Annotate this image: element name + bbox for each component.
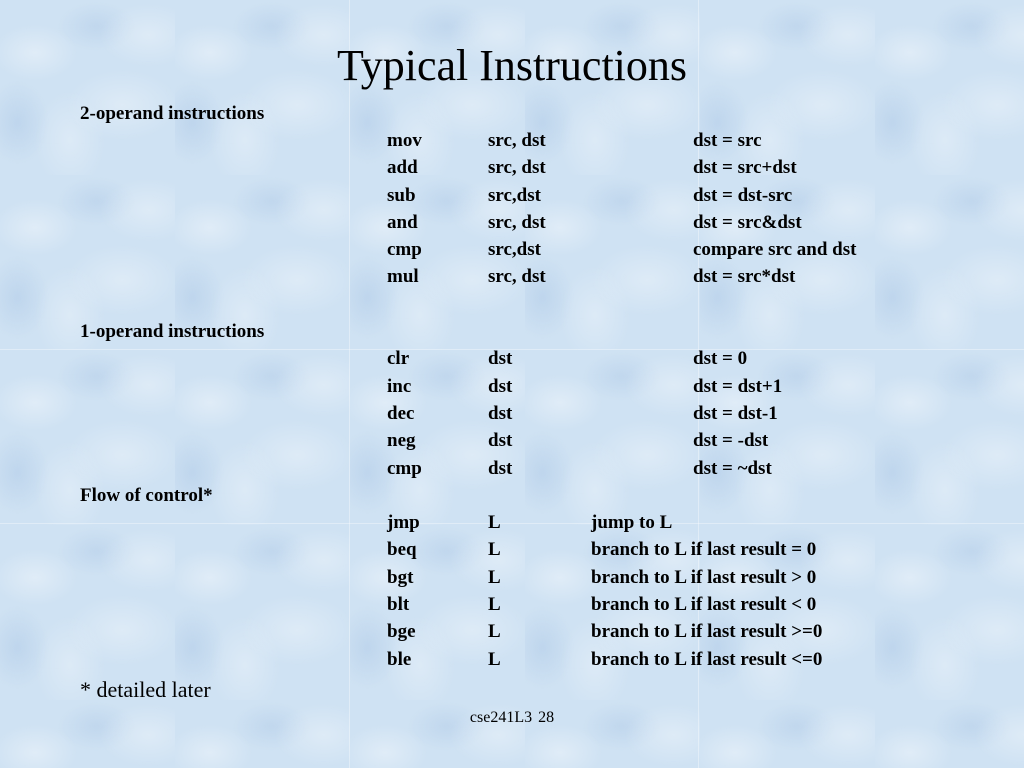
instruction-row: [0, 184, 1024, 208]
flow-control-heading: Flow of control*: [80, 485, 213, 506]
one-operand-heading: 1-operand instructions: [80, 321, 265, 342]
instruction-operands: src, dst: [488, 157, 546, 178]
instruction-meaning: dst = src: [693, 130, 762, 151]
footer-course: cse241L3: [469, 709, 533, 726]
instruction-meaning: dst = -dst: [693, 430, 769, 451]
instruction-operands: src,dst: [488, 239, 541, 260]
instruction-row: [0, 347, 1024, 371]
instruction-mnemonic: bgt: [387, 567, 414, 588]
instruction-row: [0, 593, 1024, 617]
instruction-meaning: dst = src*dst: [693, 266, 796, 287]
instruction-row: [0, 457, 1024, 481]
instruction-meaning: dst = dst-src: [693, 185, 793, 206]
instruction-operands: L: [488, 512, 501, 533]
instruction-operands: L: [488, 649, 501, 670]
instruction-meaning: branch to L if last result > 0: [591, 567, 817, 588]
instruction-row: [0, 402, 1024, 426]
instruction-mnemonic: ble: [387, 649, 412, 670]
instruction-row: [0, 620, 1024, 644]
instruction-operands: src,dst: [488, 185, 541, 206]
instruction-meaning: dst = src&dst: [693, 212, 802, 233]
instruction-row: [0, 648, 1024, 672]
instruction-meaning: branch to L if last result < 0: [591, 594, 817, 615]
instruction-mnemonic: bge: [387, 621, 416, 642]
instruction-meaning: branch to L if last result <=0: [591, 649, 823, 670]
instruction-operands: L: [488, 567, 501, 588]
instruction-operands: dst: [488, 403, 513, 424]
instruction-row: [0, 375, 1024, 399]
slide-footer: [0, 708, 1024, 728]
instruction-meaning: dst = dst-1: [693, 403, 778, 424]
instruction-meaning: dst = dst+1: [693, 376, 783, 397]
instruction-mnemonic: and: [387, 212, 418, 233]
instruction-operands: L: [488, 594, 501, 615]
instruction-mnemonic: cmp: [387, 239, 422, 260]
instruction-mnemonic: blt: [387, 594, 410, 615]
instruction-row: [0, 429, 1024, 453]
page-number: 28: [538, 709, 555, 726]
instruction-mnemonic: neg: [387, 430, 416, 451]
footnote: * detailed later: [80, 677, 211, 702]
instruction-row: [0, 566, 1024, 590]
instruction-meaning: dst = src+dst: [693, 157, 797, 178]
instruction-row: [0, 211, 1024, 235]
instruction-meaning: dst = ~dst: [693, 458, 772, 479]
instruction-operands: L: [488, 621, 501, 642]
instruction-operands: src, dst: [488, 130, 546, 151]
instruction-mnemonic: mul: [387, 266, 419, 287]
instruction-mnemonic: add: [387, 157, 418, 178]
instruction-mnemonic: sub: [387, 185, 416, 206]
instruction-mnemonic: inc: [387, 376, 412, 397]
instruction-meaning: jump to L: [591, 512, 673, 533]
instruction-operands: src, dst: [488, 266, 546, 287]
instruction-meaning: dst = 0: [693, 348, 748, 369]
instruction-mnemonic: cmp: [387, 458, 422, 479]
two-operand-heading: 2-operand instructions: [80, 103, 265, 124]
slide-title: Typical Instructions: [336, 41, 688, 90]
instruction-row: [0, 538, 1024, 562]
instruction-mnemonic: jmp: [387, 512, 420, 533]
instruction-operands: dst: [488, 430, 513, 451]
instruction-row: [0, 265, 1024, 289]
instruction-row: [0, 238, 1024, 262]
instruction-operands: dst: [488, 348, 513, 369]
instruction-operands: L: [488, 539, 501, 560]
instruction-mnemonic: dec: [387, 403, 415, 424]
instruction-row: [0, 511, 1024, 535]
instruction-row: [0, 156, 1024, 180]
instruction-operands: src, dst: [488, 212, 546, 233]
instruction-mnemonic: beq: [387, 539, 417, 560]
instruction-row: [0, 129, 1024, 153]
instruction-operands: dst: [488, 458, 513, 479]
instruction-mnemonic: clr: [387, 348, 410, 369]
instruction-mnemonic: mov: [387, 130, 422, 151]
instruction-meaning: compare src and dst: [693, 239, 857, 260]
instruction-meaning: branch to L if last result = 0: [591, 539, 817, 560]
instruction-meaning: branch to L if last result >=0: [591, 621, 823, 642]
instruction-operands: dst: [488, 376, 513, 397]
